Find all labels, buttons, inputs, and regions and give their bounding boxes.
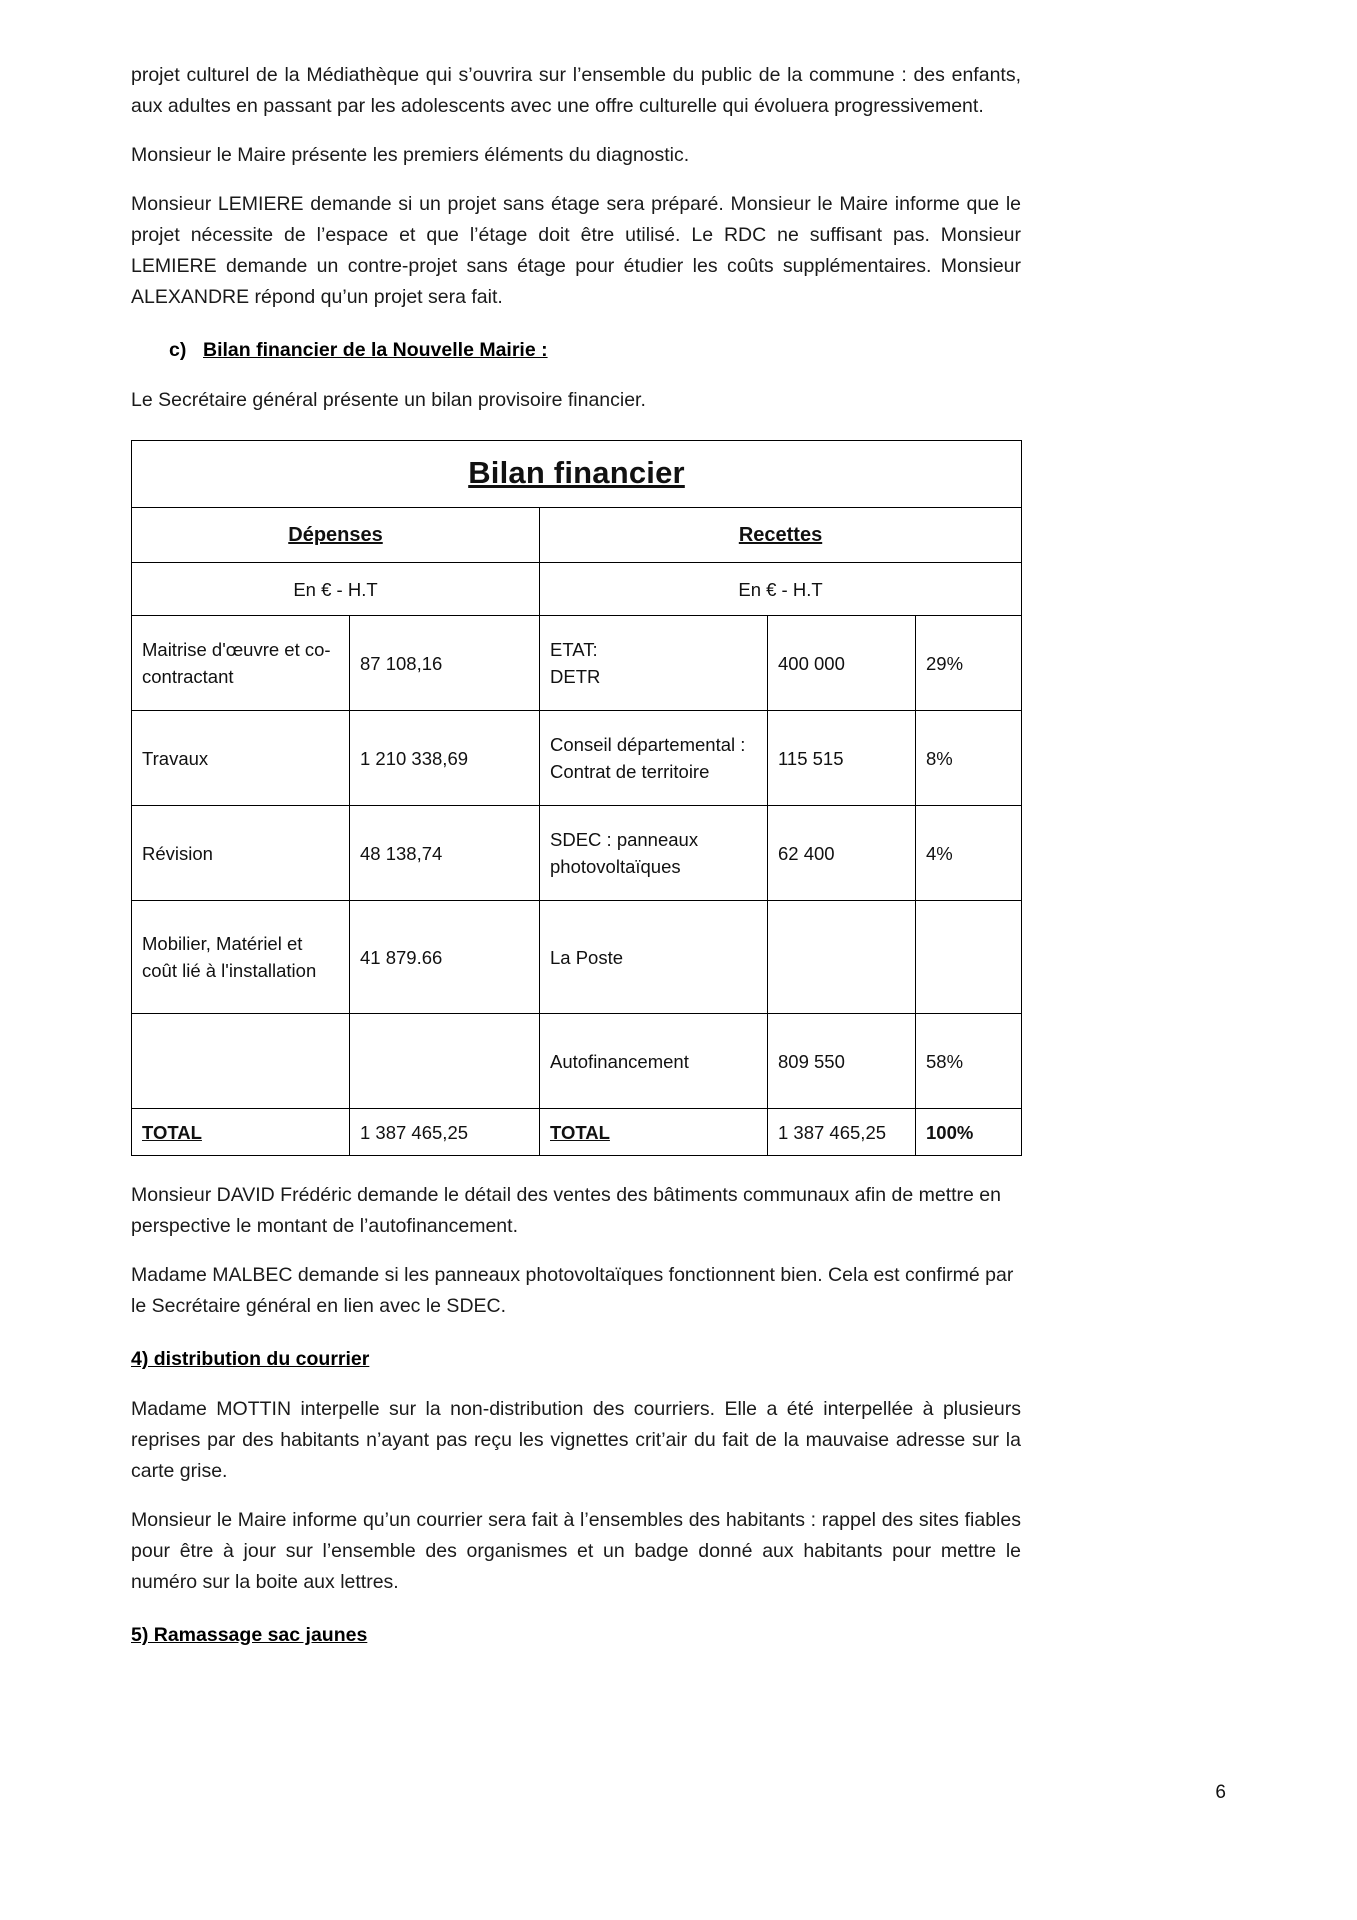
table-row	[132, 616, 1022, 711]
table-row	[132, 901, 1022, 1014]
heading-c-bilan-financier	[131, 335, 1021, 365]
paragraph-courrier-habitants: Monsieur le Maire informe qu’un courrier sera fait à l’ensembles des habitants : rappel des sites fiables pour être à jour sur l’ensemble des organismes et un badge donné aux habitants pour mettre le numéro sur la boite aux lettres.	[131, 1509, 1021, 1593]
heading-4-distribution-courrier: 4) distribution du courrier	[131, 1348, 370, 1370]
recette-percent: 8%	[916, 711, 1022, 806]
table-title: Bilan financier	[468, 454, 685, 490]
recette-percent: 29%	[916, 616, 1022, 711]
depense-label: Mobilier, Matériel et coût lié à l'installation	[132, 901, 350, 1014]
recette-label: Autofinancement	[540, 1014, 768, 1109]
paragraph-media-project: projet culturel de la Médiathèque qui s’ouvrira sur l’ensemble du public de la commune : des enfants, aux adultes en passant par les adolescents avec une offre culturelle qui évoluera progressivement.	[131, 64, 1021, 117]
total-depenses-label-cell	[132, 1109, 350, 1156]
total-depenses-value: 1 387 465,25	[350, 1109, 540, 1156]
heading-c-label: Bilan financier de la Nouvelle Mairie :	[203, 339, 548, 361]
total-recettes-percent: 100%	[926, 1121, 974, 1143]
recette-label: SDEC : panneaux photovoltaïques	[540, 806, 768, 901]
table-row-units	[132, 563, 1022, 616]
total-recettes-value: 1 387 465,25	[768, 1109, 916, 1156]
recette-label: ETAT: DETR	[540, 616, 768, 711]
depense-label: Travaux	[132, 711, 350, 806]
paragraph-intro-table: Le Secrétaire général présente un bilan provisoire financier.	[131, 389, 646, 411]
heading-5-ramassage-sac-jaunes: 5) Ramassage sac jaunes	[131, 1624, 368, 1646]
paragraph-lemiere: Monsieur LEMIERE demande si un projet sans étage sera préparé. Monsieur le Maire informe que le projet nécessite de l’espace et que l’étage doit être utilisé. Le RDC ne suffisant pas. Monsieur LEMIERE demande un contre-projet sans étage pour étudier les coûts supplémentaires. Monsieur ALEXANDRE répond qu’un projet sera fait.	[131, 193, 1021, 308]
table-row-column-headers	[132, 508, 1022, 563]
depense-value	[350, 1014, 540, 1109]
depense-value: 1 210 338,69	[350, 711, 540, 806]
depense-label: Maitrise d'œuvre et co-contractant	[132, 616, 350, 711]
paragraph-mottin: Madame MOTTIN interpelle sur la non-distribution des courriers. Elle a été interpellée à plusieurs reprises par des habitants n’ayant pas reçu les vignettes crit’air du fait de la mauvaise adresse sur la carte grise.	[131, 1398, 1021, 1482]
column-header-depenses-cell	[132, 508, 540, 563]
unit-recettes: En € - H.T	[540, 563, 1022, 616]
recette-value: 115 515	[768, 711, 916, 806]
depense-value: 87 108,16	[350, 616, 540, 711]
recette-percent: 58%	[916, 1014, 1022, 1109]
table-row-title	[132, 441, 1022, 508]
document-body	[131, 60, 1021, 1670]
recette-value	[768, 901, 916, 1014]
table-row	[132, 711, 1022, 806]
paragraph-david-frederic: Monsieur DAVID Frédéric demande le détail des ventes des bâtiments communaux afin de mettre en perspective le montant de l’autofinancement.	[131, 1184, 1001, 1237]
depense-label	[132, 1014, 350, 1109]
recette-value: 62 400	[768, 806, 916, 901]
paragraph-malbec: Madame MALBEC demande si les panneaux photovoltaïques fonctionnent bien. Cela est confirmé par le Secrétaire général en lien avec le SDEC.	[131, 1264, 1014, 1317]
page-number: 6	[1215, 1782, 1226, 1803]
total-recettes-label-cell	[540, 1109, 768, 1156]
recette-label: La Poste	[540, 901, 768, 1014]
list-marker-c: c)	[169, 339, 187, 361]
bilan-financier-table	[131, 440, 1022, 1156]
depense-label: Révision	[132, 806, 350, 901]
table-title-cell	[132, 441, 1022, 508]
recette-percent	[916, 901, 1022, 1014]
table-row	[132, 1014, 1022, 1109]
column-header-recettes: Recettes	[738, 524, 823, 546]
depense-value: 48 138,74	[350, 806, 540, 901]
total-recettes-label: TOTAL	[550, 1121, 610, 1143]
recette-value: 809 550	[768, 1014, 916, 1109]
recette-label: Conseil départemental : Contrat de territoire	[540, 711, 768, 806]
column-header-recettes-cell	[540, 508, 1022, 563]
depense-value: 41 879.66	[350, 901, 540, 1014]
total-depenses-label: TOTAL	[142, 1121, 202, 1143]
unit-depenses: En € - H.T	[132, 563, 540, 616]
recette-percent: 4%	[916, 806, 1022, 901]
paragraph-diagnostic: Monsieur le Maire présente les premiers éléments du diagnostic.	[131, 144, 690, 166]
column-header-depenses: Dépenses	[288, 524, 383, 546]
table-row	[132, 806, 1022, 901]
table-row-total	[132, 1109, 1022, 1156]
total-recettes-percent-cell	[916, 1109, 1022, 1156]
recette-value: 400 000	[768, 616, 916, 711]
